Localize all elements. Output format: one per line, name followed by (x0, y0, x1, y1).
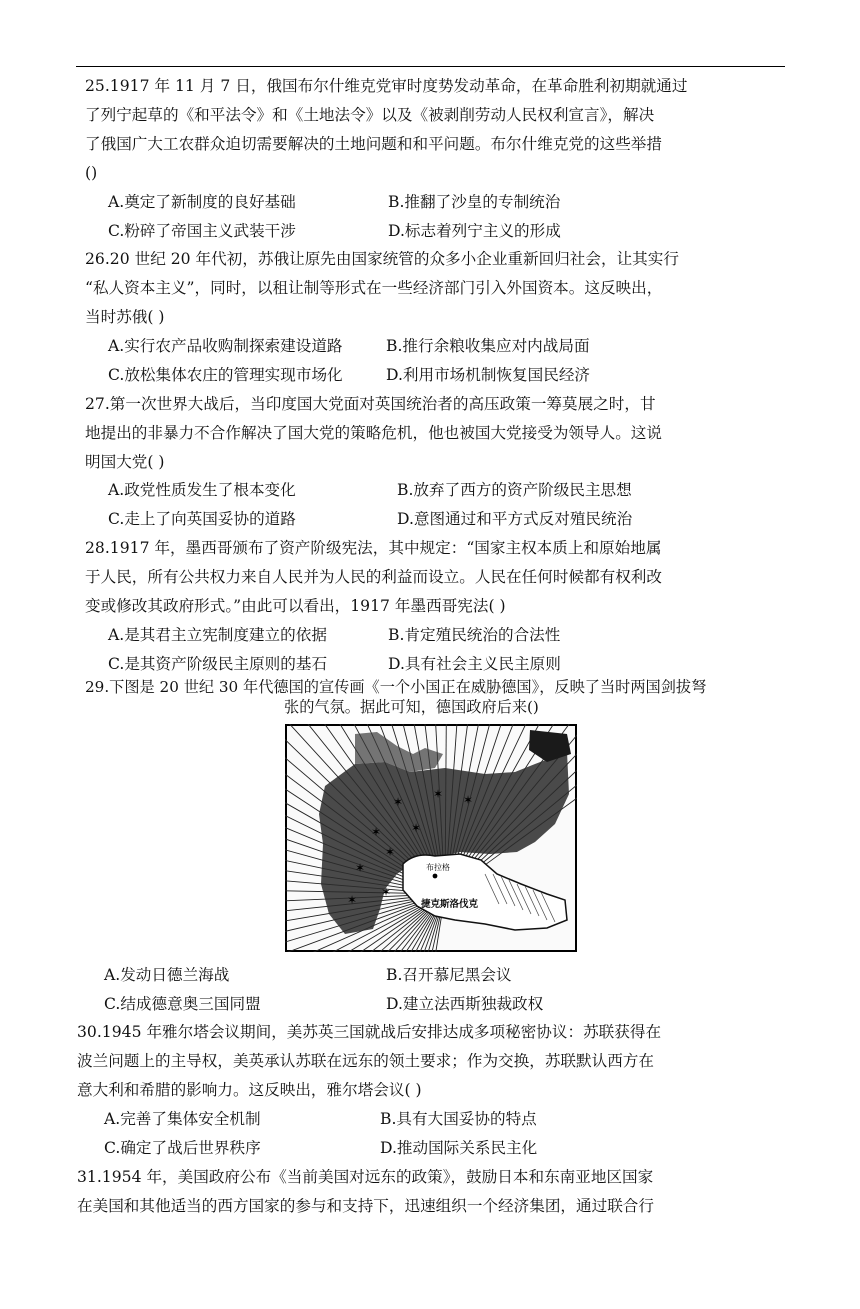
q26-option-c: C.放松集体农庄的管理实现市场化 (108, 366, 343, 384)
q27-option-d: D.意图通过和平方式反对殖民统治 (397, 510, 633, 528)
czechoslovakia-label: 捷克斯洛伐克 (421, 899, 479, 910)
q30-line-3: 意大利和希腊的影响力。这反映出，雅尔塔会议( ) (77, 1081, 422, 1099)
q29-option-c: C.结成德意奥三国同盟 (104, 995, 261, 1013)
q28-line-1: 28.1917 年，墨西哥颁布了资产阶级宪法，其中规定：“国家主权本质上和原始地属 (85, 539, 662, 557)
q31-line-2: 在美国和其他适当的西方国家的参与和支持下，迅速组织一个经济集团，通过联合行 (77, 1197, 654, 1215)
prague-dot (433, 874, 438, 879)
q27-line-3: 明国大党( ) (85, 453, 165, 471)
top-rule (76, 66, 785, 67)
q30-line-1: 30.1945 年雅尔塔会议期间，美苏英三国就战后安排达成多项秘密协议：苏联获得在 (77, 1023, 662, 1041)
q28-option-c: C.是其资产阶级民主原则的基石 (108, 655, 328, 673)
q25-option-a: A.奠定了新制度的良好基础 (108, 193, 296, 211)
q30-line-2: 波兰问题上的主导权，美英承认苏联在远东的领土要求；作为交换，苏联默认西方在 (77, 1052, 654, 1070)
star-icon: ✶ (463, 793, 474, 807)
q26-option-d: D.利用市场机制恢复国民经济 (386, 366, 591, 384)
star-icon: ✶ (355, 861, 366, 875)
propaganda-map (285, 724, 577, 952)
q27-line-2: 地提出的非暴力不合作解决了国大党的策略危机，他也被国大党接受为领导人。这说 (85, 424, 662, 442)
q25-option-c: C.粉碎了帝国主义武装干涉 (108, 222, 296, 240)
q28-option-d: D.具有社会主义民主原则 (388, 655, 561, 673)
q26-line-1: 26.20 世纪 20 年代初，苏俄让原先由国家统管的众多小企业重新回归社会，让其实行 (85, 250, 679, 268)
q29-option-a: A.发动日德兰海战 (104, 966, 230, 984)
q25-line-4: () (85, 164, 98, 182)
q25-line-1: 25.1917 年 11 月 7 日，俄国布尔什维克党审时度势发动革命，在革命胜利初期就通过 (85, 77, 688, 95)
q26-line-3: 当时苏俄( ) (85, 308, 165, 326)
q25-option-d: D.标志着列宁主义的形成 (388, 222, 561, 240)
propaganda-map-figure (285, 724, 577, 952)
q27-option-b: B.放弃了西方的资产阶级民主思想 (397, 481, 632, 499)
q26-line-2: “私人资本主义”，同时，以租让制等形式在一些经济部门引入外国资本。这反映出， (85, 279, 663, 297)
star-icon: ✶ (381, 885, 392, 899)
star-icon: ✶ (371, 825, 382, 839)
q29-option-b: B.召开慕尼黑会议 (386, 966, 512, 984)
q28-option-a: A.是其君主立宪制度建立的依据 (108, 626, 327, 644)
q29-line-2: 张的气氛。据此可知，德国政府后来() (284, 698, 539, 716)
q28-line-2: 于人民，所有公共权力来自人民并为人民的利益而设立。人民在任何时候都有权利改 (85, 568, 662, 586)
q25-line-3: 了俄国广大工农群众迫切需要解决的土地问题和和平问题。布尔什维克党的这些举措 (85, 135, 662, 153)
star-icon: ✶ (385, 845, 396, 859)
q29-line-1: 29.下图是 20 世纪 30 年代德国的宣传画《一个小国正在威胁德国》，反映了当时两国剑拔弩 (85, 678, 707, 696)
q25-line-2: 了列宁起草的《和平法令》和《土地法令》以及《被剥削劳动人民权利宣言》，解决 (85, 106, 655, 124)
q30-option-c: C.确定了战后世界秩序 (104, 1139, 261, 1157)
prague-label: 布拉格 (426, 863, 450, 872)
star-icon: ✶ (347, 893, 358, 907)
q26-option-b: B.推行余粮收集应对内战局面 (386, 337, 590, 355)
q30-option-d: D.推动国际关系民主化 (380, 1139, 538, 1157)
q27-option-a: A.政党性质发生了根本变化 (108, 481, 296, 499)
q30-option-b: B.具有大国妥协的特点 (380, 1110, 537, 1128)
q31-line-1: 31.1954 年，美国政府公布《当前美国对远东的政策》，鼓励日本和东南亚地区国家 (77, 1168, 654, 1186)
q28-option-b: B.肯定殖民统治的合法性 (388, 626, 561, 644)
star-icon: ✶ (411, 821, 422, 835)
q27-line-1: 27.第一次世界大战后，当印度国大党面对英国统治者的高压政策一筹莫展之时，甘 (85, 395, 656, 413)
q26-option-a: A.实行农产品收购制探索建设道路 (108, 337, 343, 355)
q29-option-d: D.建立法西斯独裁政权 (386, 995, 544, 1013)
q25-option-b: B.推翻了沙皇的专制统治 (388, 193, 561, 211)
q30-option-a: A.完善了集体安全机制 (104, 1110, 261, 1128)
q28-line-3: 变或修改其政府形式。”由此可以看出，1917 年墨西哥宪法( ) (85, 597, 506, 615)
star-icon: ✶ (433, 787, 444, 801)
q27-option-c: C.走上了向英国妥协的道路 (108, 510, 296, 528)
star-icon: ✶ (393, 795, 404, 809)
